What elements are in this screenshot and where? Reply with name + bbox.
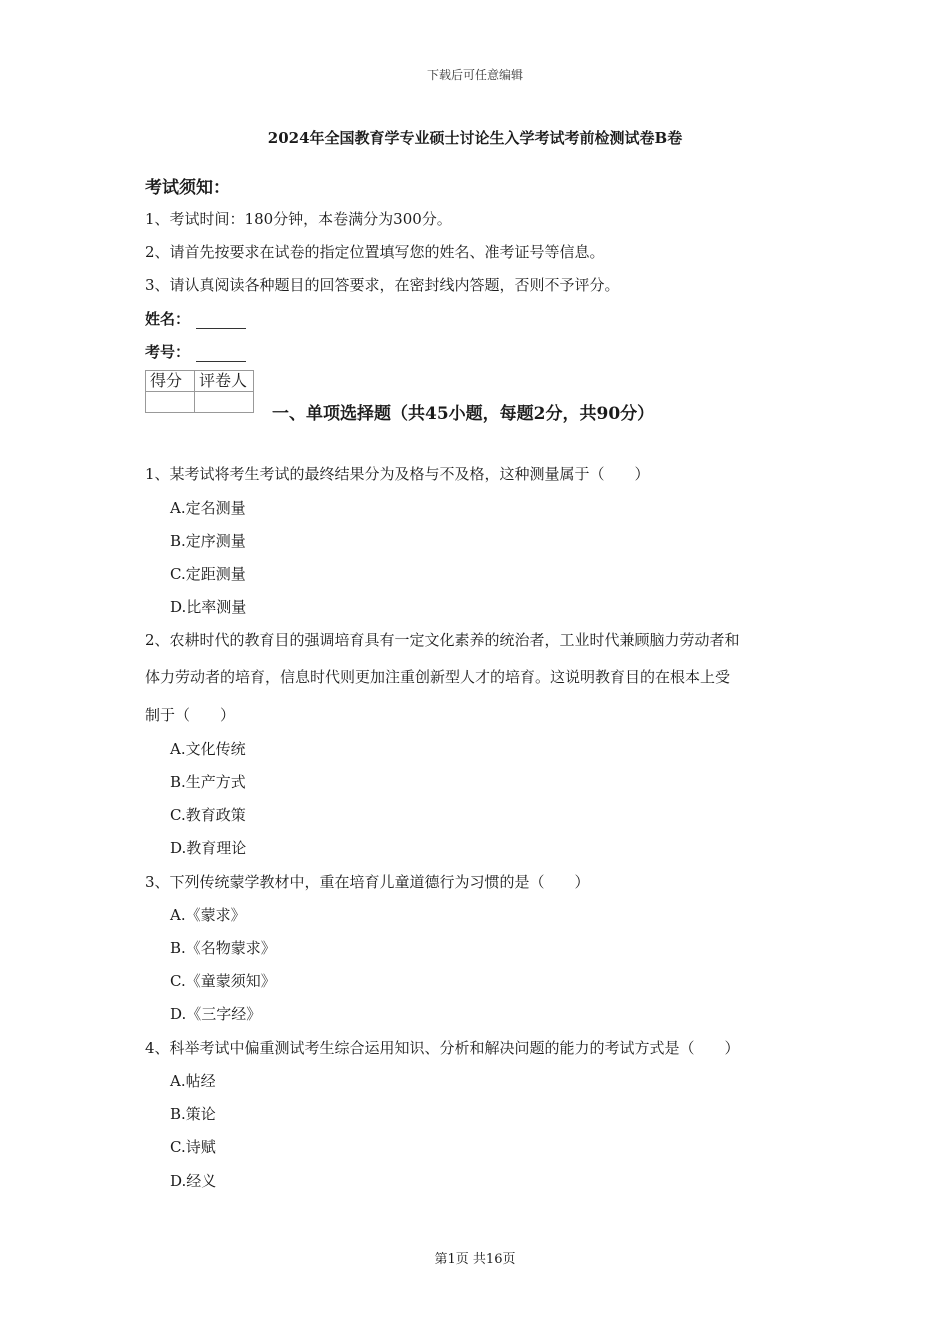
- grader-header: 评卷人: [195, 371, 254, 392]
- name-field: [145, 308, 246, 329]
- question-text: 制于（ ）: [145, 706, 236, 724]
- option: D.教育理论: [170, 839, 247, 857]
- grader-cell: [195, 392, 254, 413]
- notice-item: 2、请首先按要求在试卷的指定位置填写您的姓名、准考证号等信息。: [145, 243, 605, 261]
- question-text: 3、下列传统蒙学教材中，重在培育儿童道德行为习惯的是（ ）: [145, 873, 590, 891]
- option: D.《三字经》: [170, 1005, 262, 1023]
- option: C.诗赋: [170, 1138, 216, 1156]
- id-label: 考号：: [145, 343, 191, 361]
- option: B.生产方式: [170, 773, 246, 791]
- score-header: 得分: [146, 371, 195, 392]
- option: A.帖经: [170, 1072, 216, 1090]
- document-title: 2024年全国教育学专业硕士讨论生入学考试考前检测试卷B卷: [267, 129, 683, 147]
- score-table: [145, 370, 254, 413]
- header-note: 下载后可任意编辑: [426, 68, 523, 82]
- page-footer: 第1页 共16页: [434, 1252, 516, 1267]
- section-title: 一、单项选择题（共45小题，每题2分，共90分）: [272, 404, 655, 424]
- question-text: 2、农耕时代的教育目的强调培育具有一定文化素养的统治者，工业时代兼顾脑力劳动者和: [145, 631, 740, 649]
- option: D.经义: [170, 1172, 217, 1190]
- question-text: 1、某考试将考生考试的最终结果分为及格与不及格，这种测量属于（ ）: [145, 465, 650, 483]
- option: A.定名测量: [170, 499, 246, 517]
- notice-item: 3、请认真阅读各种题目的回答要求，在密封线内答题，否则不予评分。: [145, 276, 620, 294]
- id-field: [145, 341, 246, 362]
- option: A.文化传统: [170, 740, 246, 758]
- notice-heading: 考试须知：: [145, 178, 230, 198]
- question-text: 4、科举考试中偏重测试考生综合运用知识、分析和解决问题的能力的考试方式是（ ）: [145, 1039, 740, 1057]
- option: C.教育政策: [170, 806, 246, 824]
- name-label: 姓名：: [145, 310, 191, 328]
- name-blank: [196, 314, 246, 329]
- option: C.《童蒙须知》: [170, 972, 276, 990]
- score-cell: [146, 392, 195, 413]
- option: B.策论: [170, 1105, 216, 1123]
- option: C.定距测量: [170, 565, 246, 583]
- option: B.定序测量: [170, 532, 246, 550]
- option: D.比率测量: [170, 598, 247, 616]
- question-text: 体力劳动者的培育，信息时代则更加注重创新型人才的培育。这说明教育目的在根本上受: [145, 668, 731, 686]
- id-blank: [196, 347, 246, 362]
- option: B.《名物蒙求》: [170, 939, 276, 957]
- notice-item: 1、考试时间：180分钟，本卷满分为300分。: [145, 210, 452, 228]
- option: A.《蒙求》: [170, 906, 246, 924]
